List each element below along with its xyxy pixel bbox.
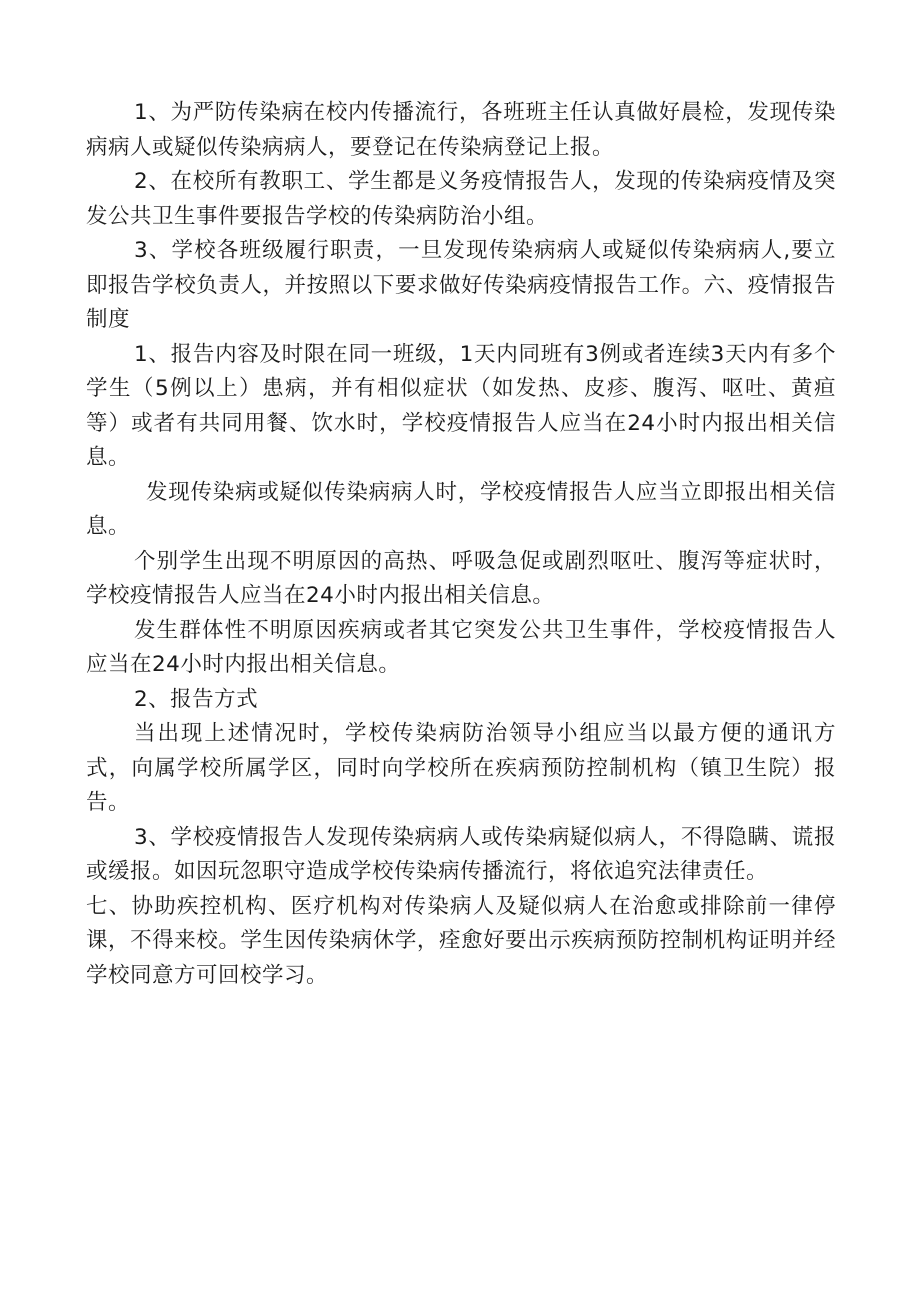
paragraph-5: 发现传染病或疑似传染病病人时，学校疫情报告人应当立即报出相关信息。 — [86, 479, 836, 539]
paragraph-6: 个别学生出现不明原因的高热、呼吸急促或剧烈呕吐、腹泻等症状时，学校疫情报告人应当在24小时内报出相关信息。 — [86, 548, 836, 608]
paragraph-3: 3、学校各班级履行职责，一旦发现传染病病人或疑似传染病病人,要立即报告学校负责人，并按照以下要求做好传染病疫情报告工作。六、疫情报告制度 — [86, 238, 836, 332]
paragraph-2: 2、在校所有教职工、学生都是义务疫情报告人，发现的传染病疫情及突发公共卫生事件要报告学校的传染病防治小组。 — [86, 169, 836, 229]
paragraph-4: 1、报告内容及时限在同一班级，1天内同班有3例或者连续3天内有多个学生（5例以上）患病，并有相似症状（如发热、皮疹、腹泻、呕吐、黄疸等）或者有共同用餐、饮水时，学校疫情报告人应当在24小时内报出相关信息。 — [86, 341, 836, 470]
paragraph-10: 3、学校疫情报告人发现传染病病人或传染病疑似病人，不得隐瞒、谎报或缓报。如因玩忽职守造成学校传染病传播流行，将依追究法律责任。 — [86, 824, 836, 884]
paragraph-9: 当出现上述情况时，学校传染病防治领导小组应当以最方便的通讯方式，向属学校所属学区，同时向学校所在疾病预防控制机构（镇卫生院）报告。 — [86, 721, 836, 815]
paragraph-1: 1、为严防传染病在校内传播流行，各班班主任认真做好晨检，发现传染病病人或疑似传染病病人，要登记在传染病登记上报。 — [86, 100, 836, 160]
document-body — [86, 96, 836, 993]
paragraph-11: 七、协助疾控机构、医疗机构对传染病人及疑似病人在治愈或排除前一律停课，不得来校。学生因传染病休学，痊愈好要出示疾病预防控制机构证明并经学校同意方可回校学习。 — [86, 893, 836, 988]
paragraph-7: 发生群体性不明原因疾病或者其它突发公共卫生事件，学校疫情报告人应当在24小时内报出相关信息。 — [86, 617, 836, 677]
paragraph-8-heading: 2、报告方式 — [134, 686, 259, 712]
